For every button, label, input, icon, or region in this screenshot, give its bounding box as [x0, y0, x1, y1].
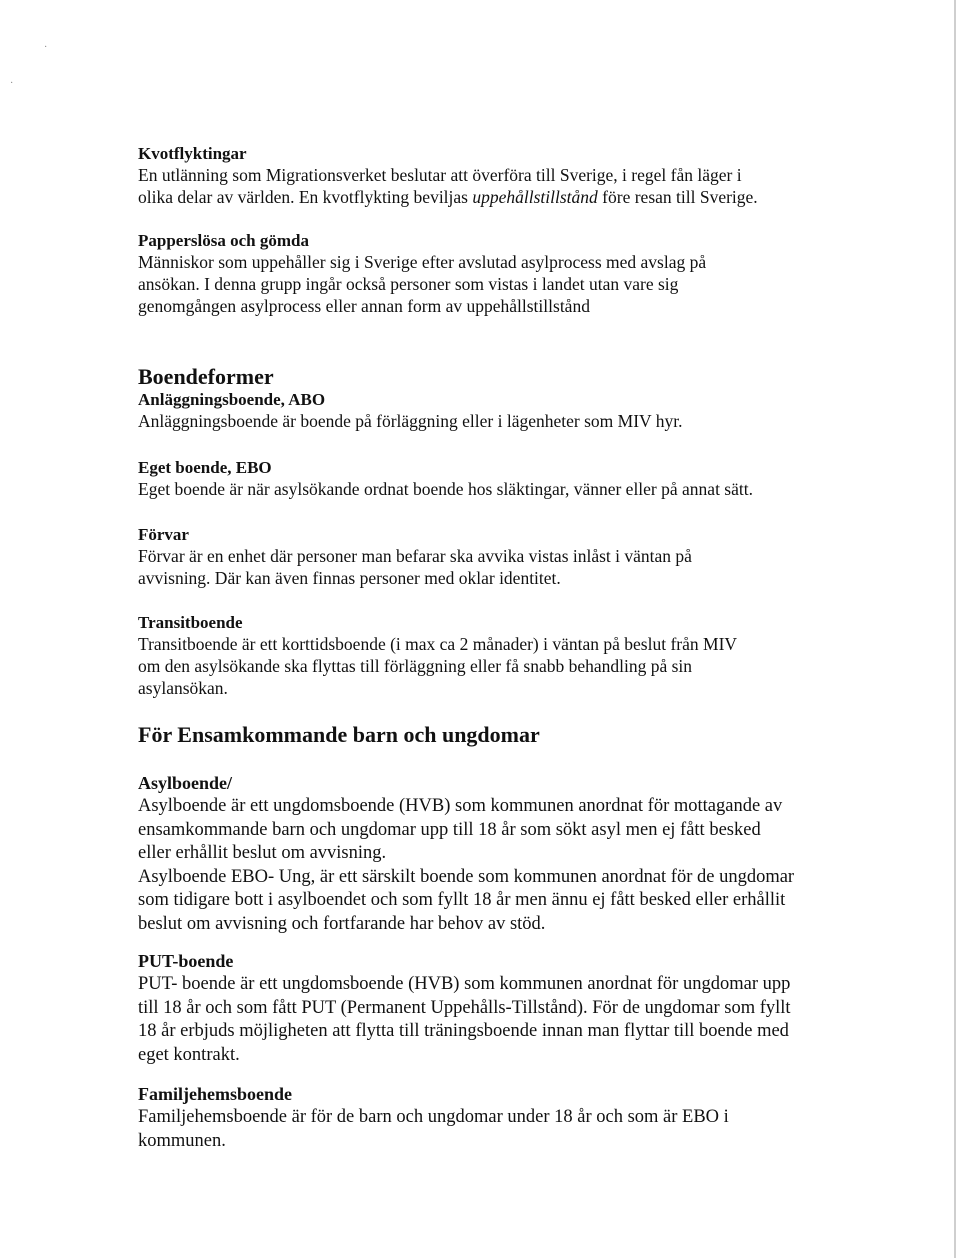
section-paragraph: Förvar är en enhet där personer man befarar ska avvika vistas inlåst i väntan på avvisning. Där kan även finnas personer med oklar identitet.: [138, 546, 692, 588]
section-paragraph: Eget boende är när asylsökande ordnat boende hos släktingar, vänner eller på annat sätt.: [138, 479, 753, 499]
section-put-boende: [138, 950, 938, 1067]
scan-speck: ·: [44, 42, 48, 53]
section-heading: PUT-boende: [138, 951, 234, 971]
boendeformer-title-block: [138, 364, 938, 390]
ensamkommande-title: För Ensamkommande barn och ungdomar: [138, 722, 540, 747]
section-heading: Asylboende/: [138, 773, 233, 793]
paragraph-text: före resan till Sverige.: [597, 187, 758, 207]
section-abo: [138, 389, 938, 432]
section-heading: Papperslösa och gömda: [138, 231, 309, 250]
scan-speck: ·: [10, 78, 14, 89]
section-paragraph: Familjehemsboende är för de barn och ungdomar under 18 år och som är EBO i kommunen.: [138, 1107, 729, 1151]
section-paragraph: Människor som uppehåller sig i Sverige efter avslutad asylprocess med avslag på ansökan. I denna grupp ingår också personer som vistas i landet utan vare sig genomgången asylprocess eller annan form av uppehållstillstånd: [138, 252, 707, 316]
section-papperslosa: [138, 230, 938, 317]
section-ebo: [138, 457, 938, 500]
paragraph-text: En utlänning som Migrationsverket beslutar att överföra till Sverige, i regel fån läger i olika delar av världen. En kvotflykting beviljas: [138, 165, 742, 207]
ensamkommande-title-block: [138, 722, 938, 748]
section-heading: Kvotflyktingar: [138, 144, 247, 163]
section-heading: Eget boende, EBO: [138, 458, 272, 477]
section-paragraph: PUT- boende är ett ungdomsboende (HVB) som kommunen anordnat för ungdomar upp till 18 år och som fått PUT (Permanent Uppehålls-Tillstånd). För de ungdomar som fyllt 18 år erbjuds möjligheten att flytta till träningsboende innan man flyttar till boende med eget kontrakt.: [138, 974, 791, 1065]
section-paragraph: Asylboende är ett ungdomsboende (HVB) som kommunen anordnat för mottagande av ensamkommande barn och ungdomar upp till 18 år som sökt asyl men ej fått besked eller erhållit beslut om avvisning. Asylboende EBO- Ung, är ett särskilt boende som kommunen anordnat för de ungdomar som tidigare bott i asylboendet och som fyllt 18 år men ännu ej fått besked eller erhållit beslut om avvisning och fortfarande har behov av stöd.: [138, 796, 795, 934]
boendeformer-title: Boendeformer: [138, 364, 274, 389]
emphasized-term: uppehållstillstånd: [472, 187, 598, 207]
section-kvotflyktingar: [138, 143, 938, 208]
scan-edge-line: [954, 0, 956, 1258]
section-paragraph: Transitboende är ett korttidsboende (i max ca 2 månader) i väntan på beslut från MIV om den asylsökande ska flyttas till förläggning eller få snabb behandling på sin asylansökan.: [138, 634, 738, 698]
section-forvar: [138, 524, 938, 589]
section-heading: Anläggningsboende, ABO: [138, 390, 326, 409]
section-transitboende: [138, 612, 938, 699]
section-familjehemsboende: [138, 1083, 938, 1153]
section-heading: Förvar: [138, 525, 189, 544]
section-asylboende: [138, 772, 938, 936]
section-paragraph: [138, 164, 938, 208]
section-heading: Transitboende: [138, 613, 243, 632]
section-paragraph: Anläggningsboende är boende på förläggning eller i lägenheter som MIV hyr.: [138, 411, 683, 431]
section-heading: Familjehemsboende: [138, 1084, 292, 1104]
